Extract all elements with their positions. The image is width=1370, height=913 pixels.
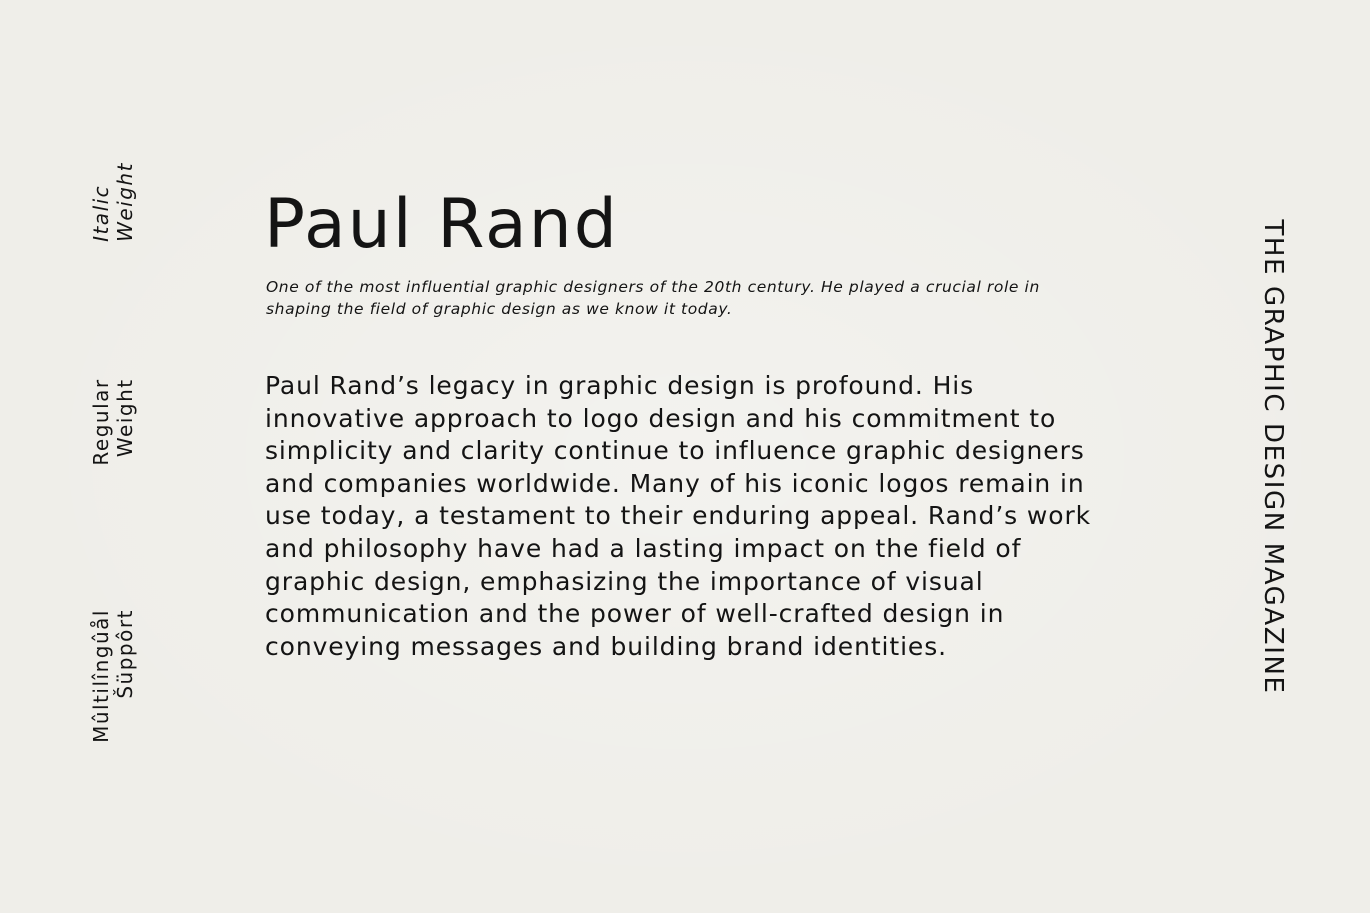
italic-weight-label-line-2: Weight (113, 162, 137, 242)
subtitle: One of the most influential graphic designers of the 20th century. He played a crucial role in shaping the field of graphic design as we know it today. (266, 278, 1040, 318)
regular-weight-label-line-2: Weight (113, 378, 137, 458)
italic-weight-label-line-1: Italic (89, 184, 113, 242)
body-paragraph: Paul Rand’s legacy in graphic design is profound. His innovative approach to logo design and his commitment to simplicity and clarity continue to influence graphic designers and companies worldwide. Many of his iconic logos remain in use today, a testament to their enduring appeal. Rand’s work and philosophy have had a lasting impact on the field of graphic design, emphasizing the importance of visual communication and the power of well-crafted design in conveying messages and building brand identities. (265, 371, 1092, 661)
multilingual-support-label-line-1: Mûltilîngûål (89, 609, 113, 743)
magazine-title-text: THE GRAPHIC DESIGN MAGAZINE (1258, 219, 1288, 695)
page-title: Paul Rand (264, 185, 619, 264)
multilingual-support-label-line-2: Šüppôrt (113, 609, 137, 699)
regular-weight-label-line-1: Regular (89, 378, 113, 466)
